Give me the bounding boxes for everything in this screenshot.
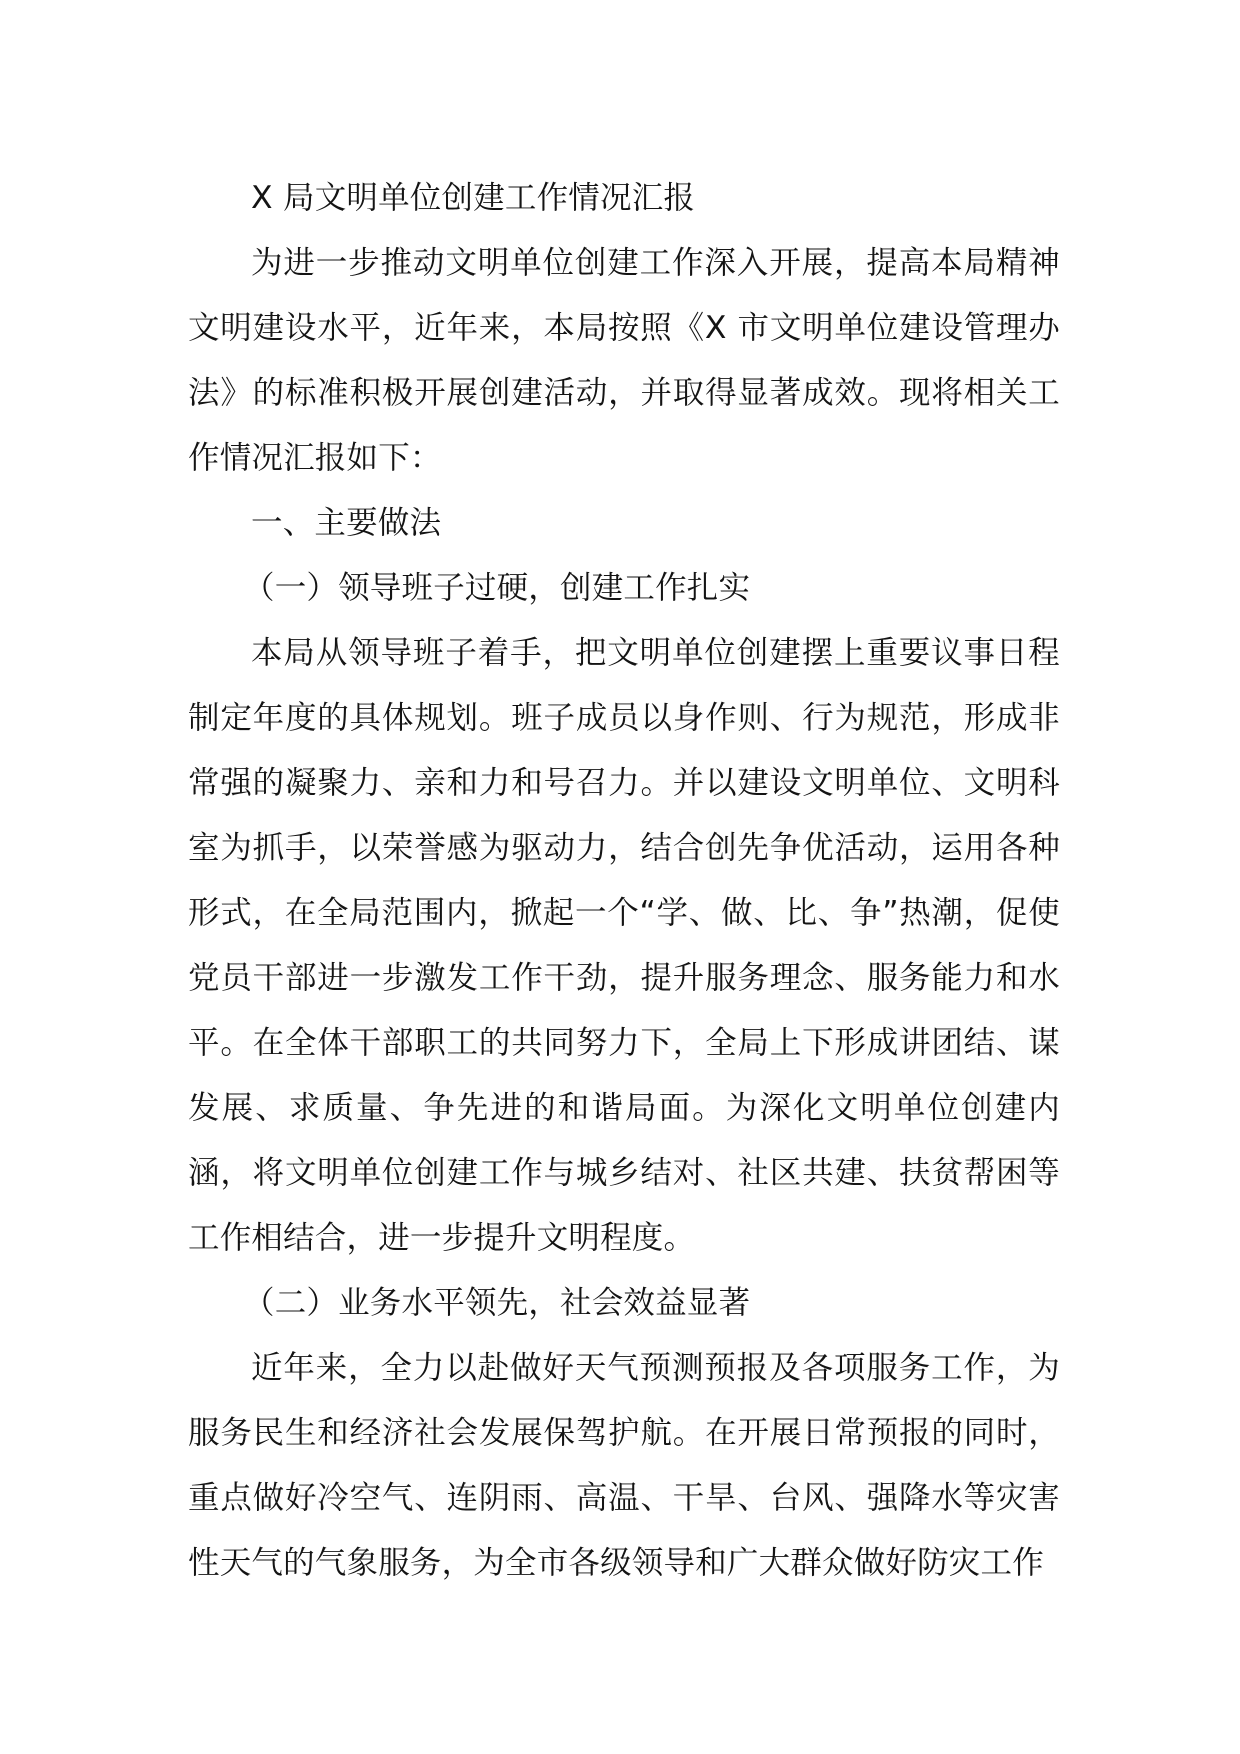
document-title: X 局文明单位创建工作情况汇报 [251,180,696,216]
subsection-heading-2: （二）业务水平领先，社会效益显著 [243,1285,751,1321]
subsection-body-2: 近年来，全力以赴做好天气预测预报及各项服务工作，为服务民生和经济社会发展保驾护航。在开展日常预报的同时，重点做好冷空气、连阴雨、高温、干旱、台风、强降水等灾害性天气的气象服务，为全市各级领导和广大群众做好防灾工作 [188,1350,1060,1581]
subsection-body-1: 本局从领导班子着手，把文明单位创建摆上重要议事日程制定年度的具体规划。班子成员以身作则、行为规范，形成非常强的凝聚力、亲和力和号召力。并以建设文明单位、文明科室为抓手，以荣誉感为驱动力，结合创先争优活动，运用各种形式，在全局范围内，掀起一个“学、做、比、争”热潮，促使党员干部进一步激发工作干劲，提升服务理念、服务能力和水平。在全体干部职工的共同努力下，全局上下形成讲团结、谋发展、求质量、争先进的和谐局面。为深化文明单位创建内涵，将文明单位创建工作与城乡结对、社区共建、扶贫帮困等工作相结合，进一步提升文明程度。 [188,635,1060,1256]
intro-paragraph: 为进一步推动文明单位创建工作深入开展，提高本局精神文明建设水平，近年来，本局按照《X 市文明单位建设管理办法》的标准积极开展创建活动，并取得显著成效。现将相关工作情况汇报如下： [188,245,1060,476]
document-body [188,166,1060,1596]
section-heading: 一、主要做法 [251,505,442,541]
subsection-heading-1: （一）领导班子过硬，创建工作扎实 [243,570,751,606]
